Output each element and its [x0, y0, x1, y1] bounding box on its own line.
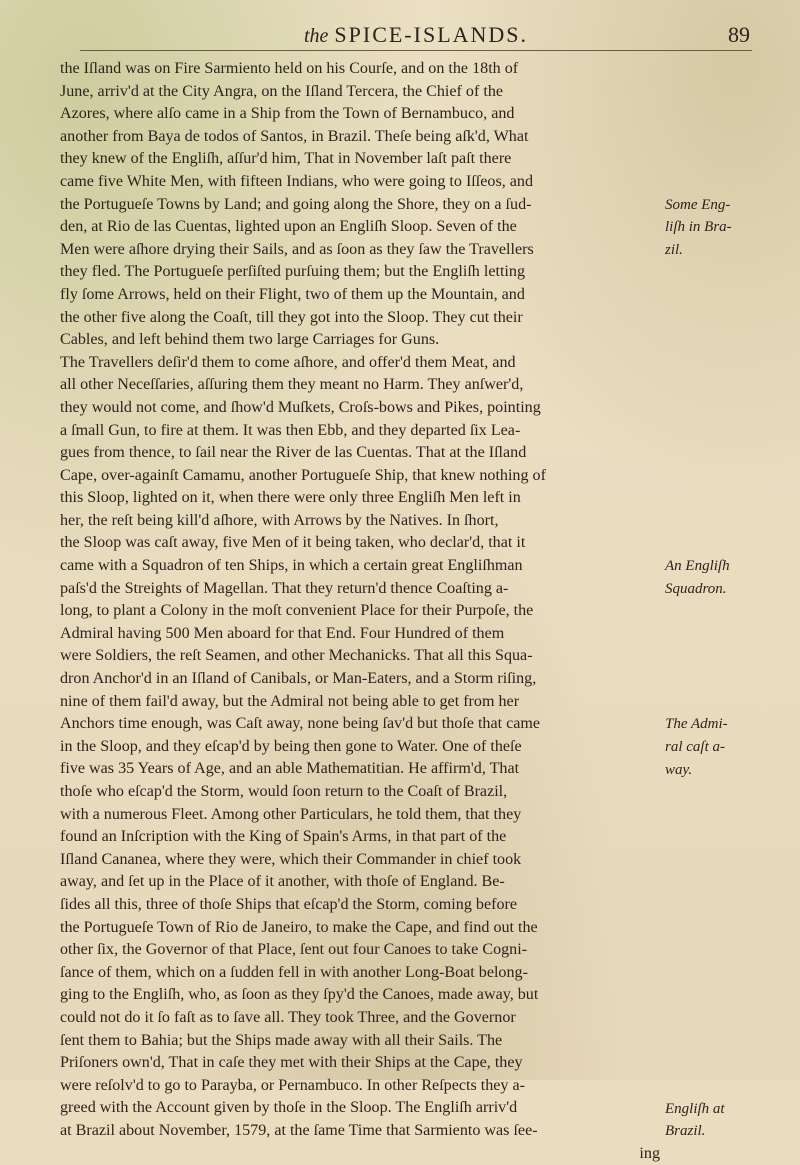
text-line: the Sloop was caſt away, five Men of it being taken, who declar'd, that it	[60, 532, 660, 555]
running-title-text: SPICE-ISLANDS.	[334, 22, 528, 47]
text-line: Priſoners own'd, That in caſe they met with their Ships at the Cape, they	[60, 1052, 660, 1075]
text-line: were Soldiers, the reſt Seamen, and other Mechanicks. That all this Squa-	[60, 645, 660, 668]
margin-note: Brazil.	[665, 1123, 795, 1140]
text-line: den, at Rio de las Cuentas, lighted upon an Engliſh Sloop. Seven of the	[60, 216, 660, 239]
page-number: 89	[728, 22, 750, 48]
text-line: ſent them to Bahia; but the Ships made away with all their Sails. The	[60, 1030, 660, 1053]
text-line: long, to plant a Colony in the moſt convenient Place for their Purpoſe, the	[60, 600, 660, 623]
margin-note: zil.	[665, 242, 795, 259]
text-line: away, and ſet up in the Place of it another, with thoſe of England. Be-	[60, 871, 660, 894]
text-line: at Brazil about November, 1579, at the ſame Time that Sarmiento was ſee-	[60, 1120, 660, 1143]
text-line: Cape, over-againſt Camamu, another Portugueſe Ship, that knew nothing of	[60, 465, 660, 488]
text-line: in the Sloop, and they eſcap'd by being then gone to Water. One of theſe	[60, 736, 660, 759]
text-line: Azores, where alſo came in a Ship from the Town of Bernambuco, and	[60, 103, 660, 126]
text-line: gues from thence, to ſail near the River de las Cuentas. That at the Iſland	[60, 442, 660, 465]
text-line: found an Inſcription with the King of Spain's Arms, in that part of the	[60, 826, 660, 849]
text-line: thoſe who eſcap'd the Storm, would ſoon return to the Coaſt of Brazil,	[60, 781, 660, 804]
text-line: a ſmall Gun, to fire at them. It was then Ebb, and they departed ſix Lea-	[60, 420, 660, 443]
text-line: ſides all this, three of thoſe Ships that eſcap'd the Storm, coming before	[60, 894, 660, 917]
text-line: the other five along the Coaſt, till they got into the Sloop. They cut their	[60, 307, 660, 330]
text-line: ſance of them, which on a ſudden fell in with another Long-Boat belong-	[60, 962, 660, 985]
margin-note: Engliſh at	[665, 1101, 795, 1118]
margin-note: Squadron.	[665, 581, 795, 598]
text-line: the Iſland was on Fire Sarmiento held on his Courſe, and on the 18th of	[60, 58, 660, 81]
margin-note: way.	[665, 762, 795, 779]
text-line: they would not come, and ſhow'd Muſkets, Croſs-bows and Pikes, pointing	[60, 397, 660, 420]
text-line: other ſix, the Governor of that Place, ſent out four Canoes to take Cogni-	[60, 939, 660, 962]
text-line: fly ſome Arrows, held on their Flight, two of them up the Mountain, and	[60, 284, 660, 307]
running-title	[80, 22, 752, 48]
text-line: came five White Men, with fifteen Indians, who were going to Iſſeos, and	[60, 171, 660, 194]
text-line: five was 35 Years of Age, and an able Mathematitian. He affirm'd, That	[60, 758, 660, 781]
text-line: paſs'd the Streights of Magellan. That they return'd thence Coaſting a-	[60, 578, 660, 601]
text-line: Cables, and left behind them two large Carriages for Guns.	[60, 329, 660, 352]
text-line: nine of them fail'd away, but the Admiral not being able to get from her	[60, 691, 660, 714]
running-title-article: the	[304, 25, 328, 47]
body-text	[60, 58, 660, 1165]
text-line: could not do it ſo faſt as to ſave all. They took Three, and the Governor	[60, 1007, 660, 1030]
text-line: Anchors time enough, was Caſt away, none being ſav'd but thoſe that came	[60, 713, 660, 736]
text-line: Men were aſhore drying their Sails, and as ſoon as they ſaw the Travellers	[60, 239, 660, 262]
text-line: dron Anchor'd in an Iſland of Canibals, or Man-Eaters, and a Storm riſing,	[60, 668, 660, 691]
text-line: all other Neceſſaries, aſſuring them they meant no Harm. They anſwer'd,	[60, 374, 660, 397]
text-line: June, arriv'd at the City Angra, on the Iſland Tercera, the Chief of the	[60, 81, 660, 104]
text-line: were reſolv'd to go to Parayba, or Pernambuco. In other Reſpects they a-	[60, 1075, 660, 1098]
text-line: they knew of the Engliſh, aſſur'd him, That in November laſt paſt there	[60, 148, 660, 171]
page-header	[80, 20, 752, 51]
text-line: her, the reſt being kill'd aſhore, with Arrows by the Natives. In ſhort,	[60, 510, 660, 533]
text-line: this Sloop, lighted on it, when there were only three Engliſh Men left in	[60, 487, 660, 510]
margin-note: Some Eng-	[665, 197, 795, 214]
text-line: Admiral having 500 Men aboard for that End. Four Hundred of them	[60, 623, 660, 646]
margin-note: An Engliſh	[665, 558, 795, 575]
text-line: ing	[60, 1143, 660, 1165]
text-line: with a numerous Fleet. Among other Particulars, he told them, that they	[60, 804, 660, 827]
text-line: Iſland Cananea, where they were, which their Commander in chief took	[60, 849, 660, 872]
margin-note: The Admi-	[665, 716, 795, 733]
margin-note: liſh in Bra-	[665, 219, 795, 236]
text-line: another from Baya de todos of Santos, in Brazil. Theſe being aſk'd, What	[60, 126, 660, 149]
text-line: the Portugueſe Town of Rio de Janeiro, to make the Cape, and find out the	[60, 917, 660, 940]
text-line: ging to the Engliſh, who, as ſoon as they ſpy'd the Canoes, made away, but	[60, 984, 660, 1007]
text-line: they fled. The Portugueſe perſiſted purſuing them; but the Engliſh letting	[60, 261, 660, 284]
text-line: greed with the Account given by thoſe in the Sloop. The Engliſh arriv'd	[60, 1097, 660, 1120]
text-line: the Portugueſe Towns by Land; and going along the Shore, they on a ſud-	[60, 194, 660, 217]
margin-note: ral caſt a-	[665, 739, 795, 756]
text-line: The Travellers deſir'd them to come aſhore, and offer'd them Meat, and	[60, 352, 660, 375]
text-line: came with a Squadron of ten Ships, in which a certain great Engliſhman	[60, 555, 660, 578]
